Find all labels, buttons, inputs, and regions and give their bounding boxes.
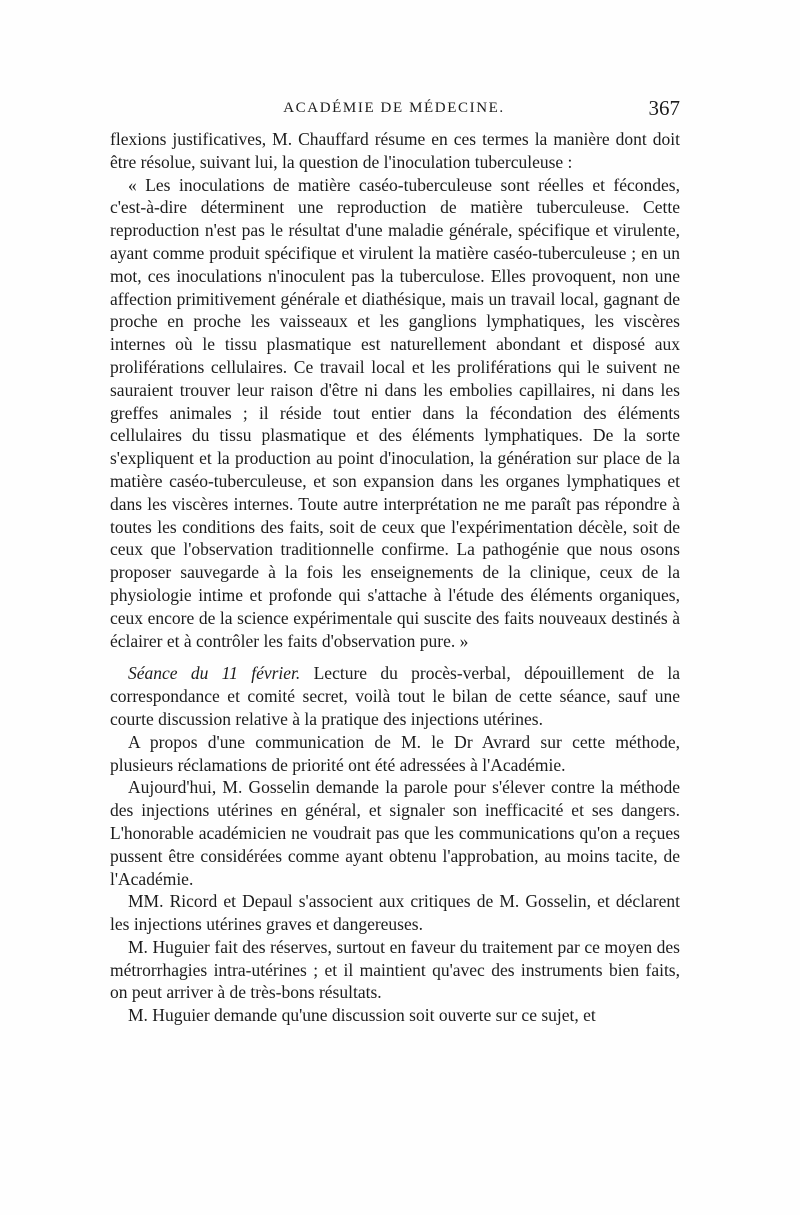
paragraph-ricord-depaul: MM. Ricord et Depaul s'associent aux critiques de M. Gosselin, et déclarent les injections utérines graves et dangereuses. [110, 891, 680, 935]
paragraph-quotation: « Les inoculations de matière caséo-tuberculeuse sont réelles et fécondes, c'est-à-dire déterminent une reproduction de matière tuberculeuse. Cette reproduction n'est pas le résultat d'une maladie générale, spécifique et virulente, ayant comme produit spécifique et virulent la matière caséo-tuberculeuse ; en un mot, ces inoculations n'inoculent pas la tuberculose. Elles provoquent, non une affection primitivement générale et diathésique, mais un travail local, gagnant de proche en proche les vaisseaux et les ganglions lymphatiques, les viscères internes où le tissu plasmatique est naturellement abondant et disposé aux proliférations cellulaires. Ce travail local et les proliférations qui le suivent ne sauraient trouver leur raison d'être ni dans les embolies capillaires, ni dans les greffes animales ; il réside tout entier dans la fécondation des éléments cellulaires du tissu plasmatique et des éléments lymphatiques. De la sorte s'expliquent et la production au point d'inoculation, la génération sur place de la matière caséo-tuberculeuse, et son expansion dans les organes lymphatiques et dans les viscères internes. Toute autre interprétation ne me paraît pas répondre à toutes les conditions des faits, soit de ceux que l'expérimentation décèle, soit de ceux que l'observation traditionnelle confirme. La pathogénie que nous osons proposer sauvegarde à la fois les enseignements de la clinique, ceux de la physiologie intime et profonde qui s'attache à l'étude des éléments organiques, ceux encore de la science expérimentale qui suscite des faits nouveaux destinés à éclairer et à contrôler les faits d'observation pure. » [110, 174, 680, 651]
page-number: 367 [648, 96, 680, 120]
paragraph-gosselin: Aujourd'hui, M. Gosselin demande la parole pour s'élever contre la méthode des injections utérines en général, et signaler son inefficacité et ses dangers. L'honorable académicien ne voudrait pas que les communications qu'on a reçues pussent être considérées comme ayant obtenu l'approbation, au moins tacite, de l'Académie. [110, 777, 680, 889]
paragraph-avrard: A propos d'une communication de M. le Dr Avrard sur cette méthode, plusieurs réclamations de priorité ont été adressées à l'Académie. [110, 731, 680, 775]
running-title: ACADÉMIE DE MÉDECINE. [283, 100, 505, 116]
paragraph-huguier-reserves: M. Huguier fait des réserves, surtout en faveur du traitement par ce moyen des métrorrhagies intra-utérines ; et il maintient qu'avec des instruments bien faits, on peut arriver à de très-bons résultats. [110, 936, 680, 1003]
paragraph-seance [110, 662, 680, 730]
paragraph-continuation: flexions justificatives, M. Chauffard résume en ces termes la manière dont doit être résolue, suivant lui, la question de l'inoculation tuberculeuse : [110, 129, 680, 172]
paragraph-huguier-discussion: M. Huguier demande qu'une discussion soit ouverte sur ce sujet, et [128, 1005, 596, 1026]
seance-text: Lecture du procès-verbal, dépouillement de la correspondance et comité secret, voilà tout le bilan de cette séance, sauf une courte discussion relative à la pratique des injections utérines. [110, 663, 680, 729]
seance-date: Séance du 11 février. [128, 663, 301, 684]
page-header [108, 96, 680, 126]
body-text [110, 128, 680, 1027]
